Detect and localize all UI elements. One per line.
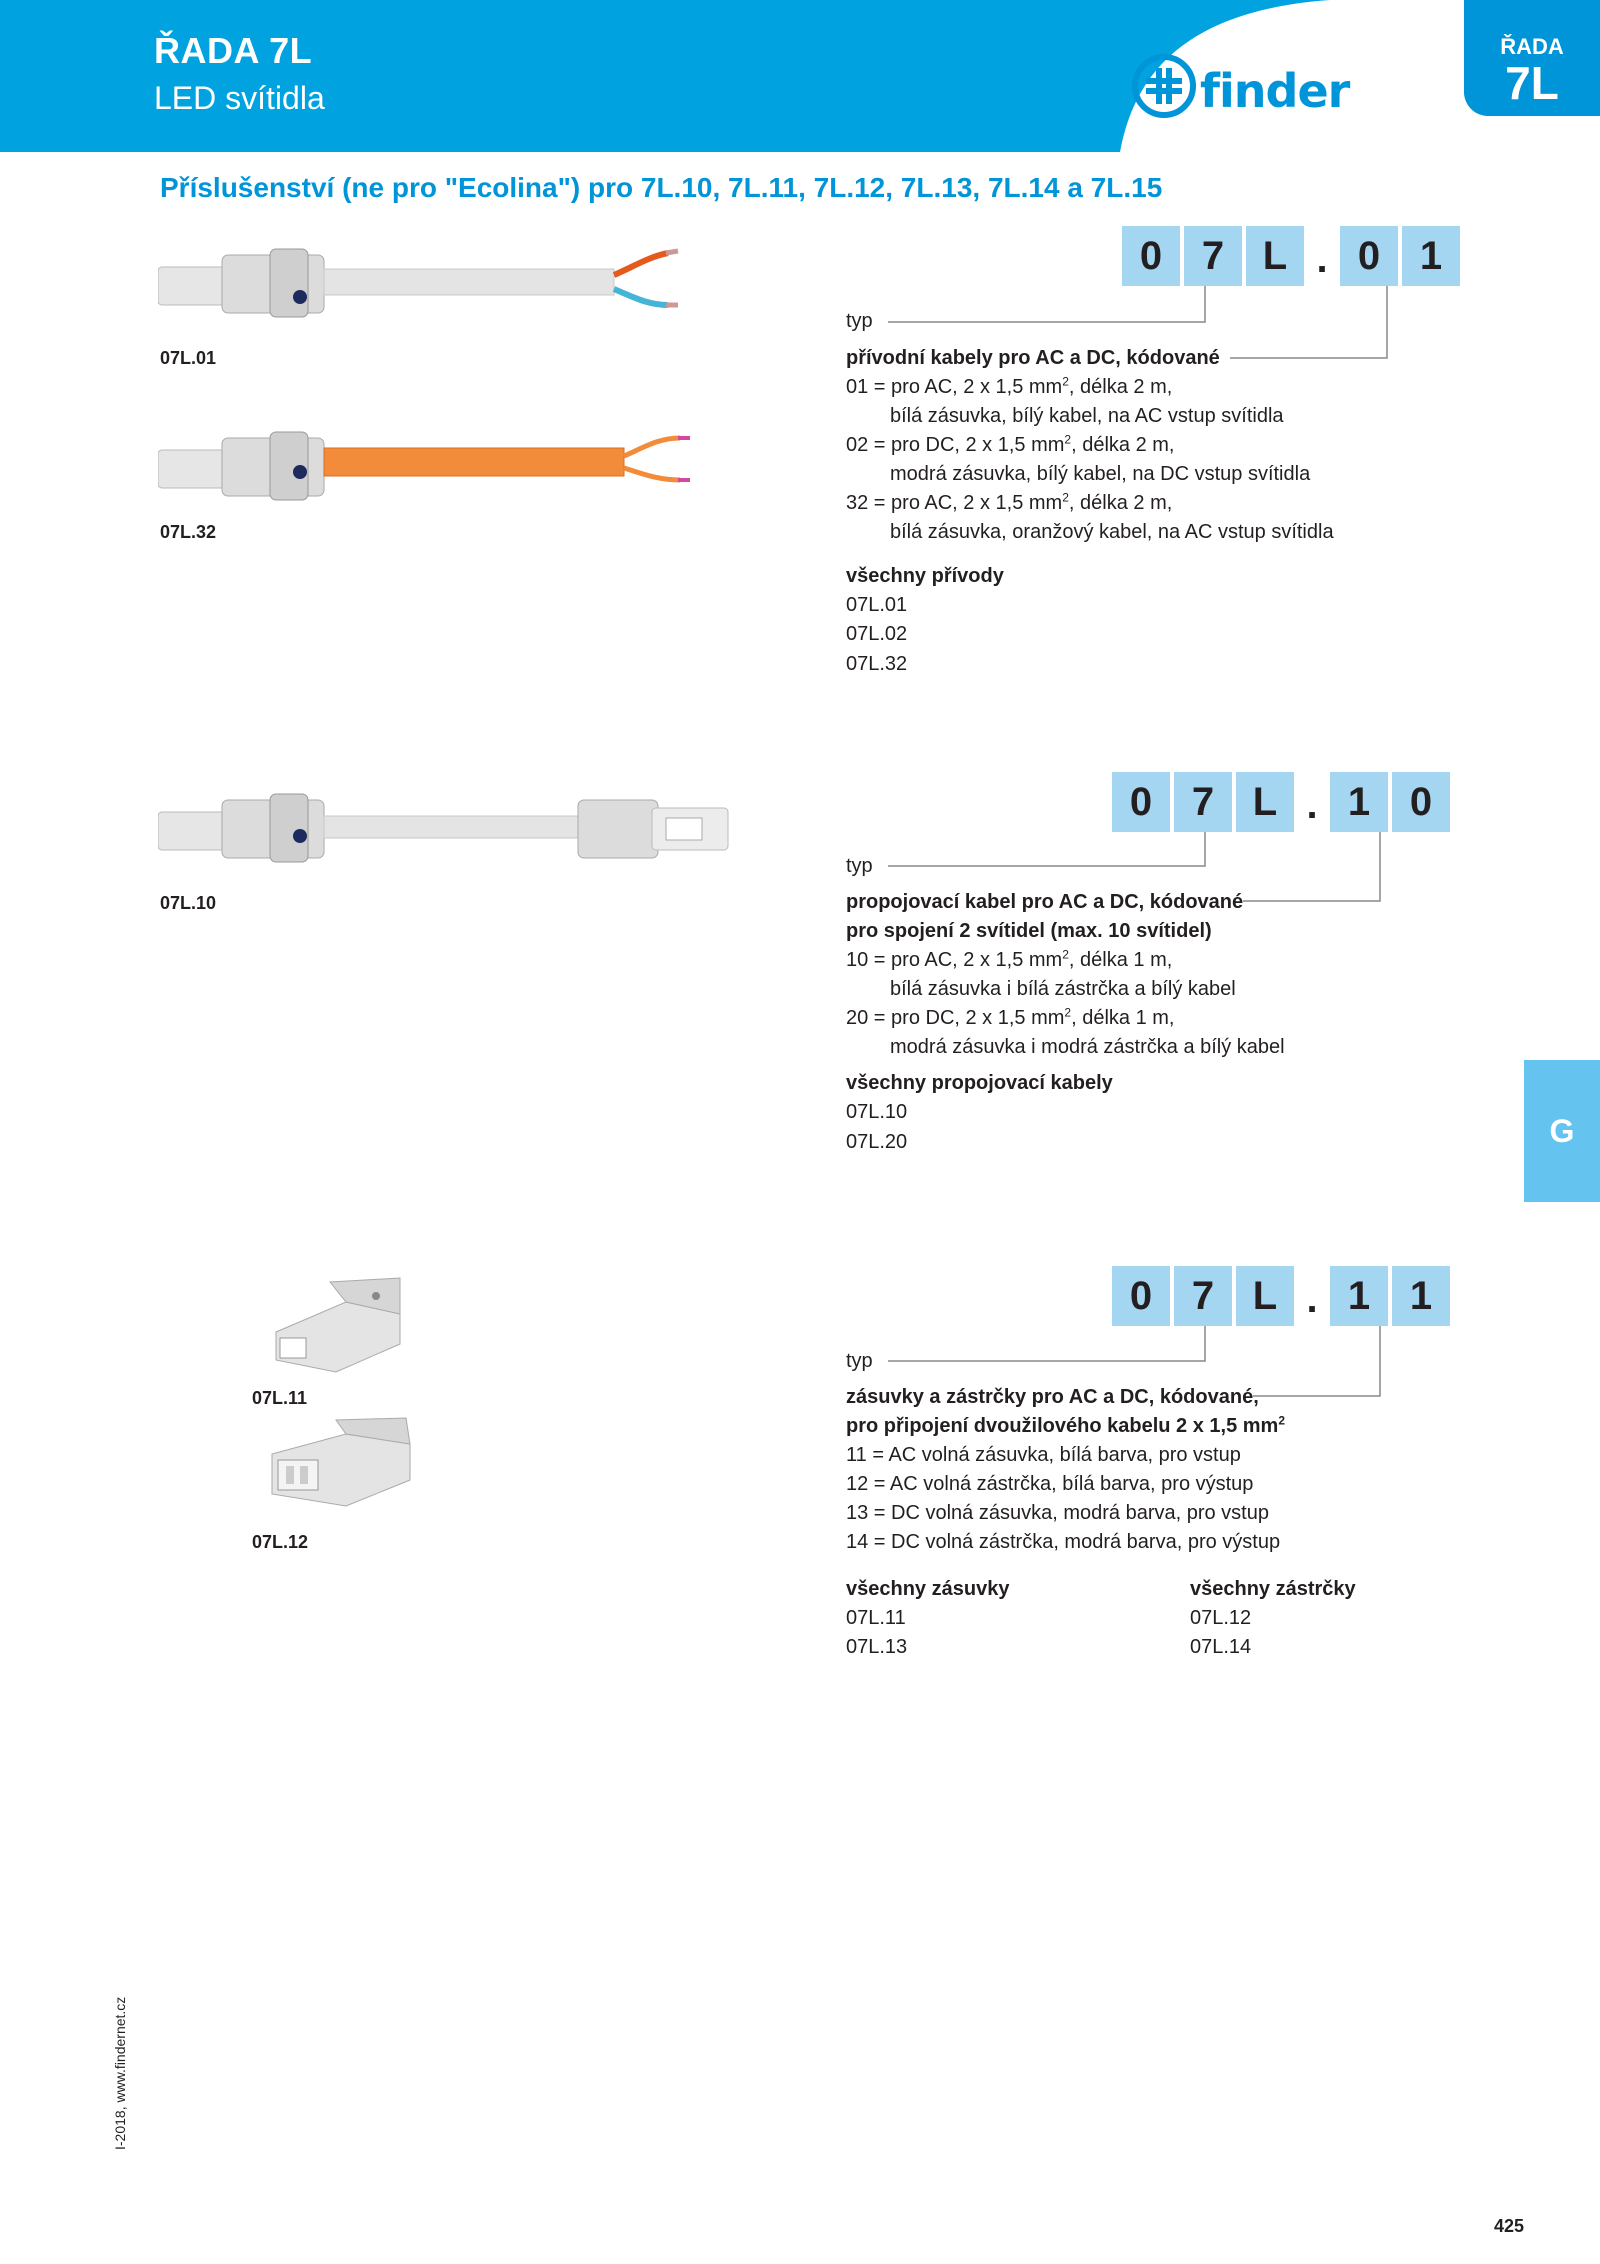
typ-label: typ [846, 855, 873, 877]
code-digit: 7 [1174, 772, 1232, 832]
image-label: 07L.12 [252, 1532, 309, 1552]
typ-label: typ [846, 310, 873, 332]
option-detail: bílá zásuvka, oranžový kabel, na AC vstup svítidla [890, 521, 1334, 543]
all-item: 07L.32 [846, 653, 908, 675]
all-items-heading: všechny propojovací kabely [846, 1072, 1113, 1094]
link-cable-image [158, 788, 738, 868]
all-items-heading: všechny přívody [846, 565, 1004, 587]
code-digit: 1 [1330, 1266, 1388, 1326]
option-detail: bílá zásuvka, bílý kabel, na AC vstup svítidla [890, 405, 1284, 427]
option-line: 20 = pro DC, 2 x 1,5 $mm^2$, délka 1 m, [846, 1005, 1175, 1029]
all-item: 07L.13 [846, 1636, 908, 1658]
block-heading-2: pro spojení 2 svítidel (max. 10 svítidel) [846, 920, 1212, 942]
code-dot: . [1306, 783, 1318, 827]
code-letter: L [1236, 772, 1294, 832]
all-item: 07L.20 [846, 1131, 908, 1153]
option-detail: bílá zásuvka i bílá zástrčka a bílý kabel [890, 978, 1236, 1000]
code-digit: 0 [1112, 1266, 1170, 1326]
typ-label: typ [846, 1350, 873, 1372]
series-tab-label: ŘADA [1500, 34, 1564, 59]
code-digit: 7 [1174, 1266, 1232, 1326]
series-tab-code: 7L [1505, 57, 1559, 109]
block-heading: propojovací kabel pro AC a DC, kódované [846, 891, 1244, 913]
option-detail: modrá zásuvka i modrá zástrčka a bílý kabel [890, 1036, 1285, 1058]
option-line: 32 = pro AC, 2 x 1,5 $mm^2$, délka 2 m, [846, 490, 1173, 514]
cable-orange-image [158, 428, 748, 508]
sockets-heading: všechny zásuvky [846, 1578, 1010, 1600]
option-line: 01 = pro AC, 2 x 1,5 $mm^2$, délka 2 m, [846, 374, 1173, 398]
all-item: 07L.12 [1190, 1607, 1252, 1629]
image-label: 07L.11 [252, 1388, 308, 1408]
block-heading: přívodní kabely pro AC a DC, kódované [846, 347, 1220, 369]
plugs-heading: všechny zástrčky [1190, 1578, 1356, 1600]
image-label: 07L.10 [160, 893, 217, 913]
code-letter: L [1236, 1266, 1294, 1326]
code-dot: . [1316, 237, 1328, 281]
code-letter: L [1246, 226, 1304, 286]
code-digit: 1 [1330, 772, 1388, 832]
all-item: 07L.01 [846, 594, 908, 616]
all-item: 07L.14 [1190, 1636, 1252, 1658]
code-box-07L11 [1112, 1266, 1454, 1326]
option-line: 14 = DC volná zástrčka, modrá barva, pro výstup [846, 1531, 1281, 1553]
option-detail: modrá zásuvka, bílý kabel, na DC vstup svítidla [890, 463, 1311, 485]
chapter-tab: G [1524, 1060, 1600, 1202]
plug-image [266, 1414, 416, 1514]
section-title: Příslušenství (ne pro "Ecolina") pro 7L.10, 7L.11, 7L.12, 7L.13, 7L.14 a 7L.15 [160, 172, 1163, 203]
block-heading-2: pro připojení dvoužilového kabelu 2 x 1,5 $mm^2$ [846, 1413, 1286, 1437]
code-dot: . [1306, 1277, 1318, 1321]
series-title: ŘADA 7L [154, 30, 313, 71]
option-line: 12 = AC volná zástrčka, bílá barva, pro výstup [846, 1473, 1254, 1495]
code-box-07L01 [1122, 226, 1464, 286]
image-label: 07L.32 [160, 522, 217, 542]
page-number: 425 [1494, 2216, 1525, 2236]
option-line: 10 = pro AC, 2 x 1,5 $mm^2$, délka 1 m, [846, 947, 1173, 971]
image-label: 07L.01 [160, 348, 217, 368]
code-digit: 7 [1184, 226, 1242, 286]
option-line: 11 = AC volná zásuvka, bílá barva, pro vstup [846, 1444, 1241, 1466]
cable-white-image [158, 245, 748, 325]
all-item: 07L.10 [846, 1101, 908, 1123]
finder-logo-text: finder [1200, 64, 1350, 118]
code-digit: 0 [1340, 226, 1398, 286]
code-box-07L10 [1112, 772, 1454, 832]
all-item: 07L.02 [846, 623, 908, 645]
code-digit: 0 [1122, 226, 1180, 286]
all-item: 07L.11 [846, 1607, 906, 1629]
option-line: 13 = DC volná zásuvka, modrá barva, pro vstup [846, 1502, 1269, 1524]
series-subtitle: LED svítidla [154, 80, 325, 116]
socket-image [266, 1274, 406, 1374]
block-heading: zásuvky a zástrčky pro AC a DC, kódované, [846, 1386, 1259, 1408]
footer-text: I-2018, www.findernet.cz [112, 1996, 128, 2150]
code-digit: 0 [1112, 772, 1170, 832]
option-line: 02 = pro DC, 2 x 1,5 $mm^2$, délka 2 m, [846, 432, 1175, 456]
code-digit: 0 [1392, 772, 1450, 832]
code-digit: 1 [1402, 226, 1460, 286]
code-digit: 1 [1392, 1266, 1450, 1326]
